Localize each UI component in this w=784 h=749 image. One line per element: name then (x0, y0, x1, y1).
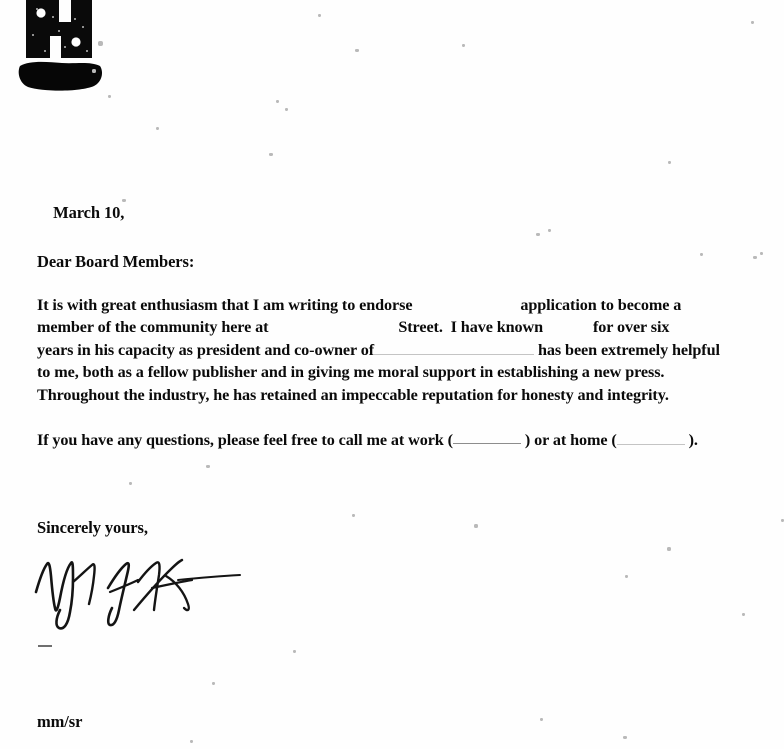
scan-speck (540, 718, 543, 721)
body-line (37, 429, 767, 451)
scan-speck (352, 514, 355, 517)
body-paragraph-2 (37, 429, 767, 451)
body-line (37, 384, 767, 406)
scan-speck (212, 682, 215, 685)
scan-speck (285, 108, 288, 111)
body-text-run: Street. I have known (394, 318, 544, 337)
typist-initials: mm/sr (37, 712, 83, 731)
redaction-gap (453, 443, 521, 444)
body-text-run: Throughout the industry, he has retained an impeccable reputation for honesty and integrity. (37, 385, 669, 404)
scan-speck (355, 49, 359, 52)
scan-speck (206, 465, 210, 468)
salutation: Dear Board Members: (37, 252, 195, 271)
body-text-run: to me, both as a fellow publisher and in giving me moral support in establishing a new press. (37, 363, 665, 382)
body-text-run: ) or at home ( (520, 431, 617, 449)
body-text-run: member of the community here at (37, 318, 269, 337)
scan-speck (623, 736, 627, 739)
scan-speck (760, 252, 763, 255)
body-line (37, 361, 767, 383)
scan-speck (625, 575, 628, 578)
scan-speck (667, 547, 671, 551)
scan-speck (742, 613, 745, 616)
scan-speck (190, 740, 193, 743)
scan-speck (156, 127, 159, 130)
scan-speck (700, 253, 703, 256)
scan-speck (548, 229, 551, 232)
body-text-run: years in his capacity as president and co-owner of (37, 340, 375, 359)
scan-speck (753, 256, 757, 259)
body-text-run: for over six (589, 318, 670, 337)
scan-speck (318, 14, 321, 17)
redacted-letterhead-logo (14, 0, 110, 96)
scan-speck (129, 482, 132, 485)
scan-speck (474, 524, 478, 528)
body-text-run: ). (684, 431, 698, 449)
scan-speck (276, 100, 279, 103)
scan-speck (269, 153, 273, 156)
scan-speck (751, 21, 754, 24)
date-line (37, 183, 124, 263)
scan-speck (668, 161, 671, 164)
date-text: March 10, (53, 203, 125, 222)
handwritten-signature (26, 548, 256, 644)
closing-line: Sincerely yours, (37, 518, 148, 537)
body-line (37, 316, 767, 338)
redaction-gap (617, 444, 685, 445)
body-line (37, 294, 767, 316)
scan-speck (536, 233, 540, 236)
stray-ink-mark (38, 645, 52, 647)
body-line (37, 339, 767, 361)
scan-speck (462, 44, 465, 47)
scan-speck (293, 650, 296, 653)
body-text-run: If you have any questions, please feel free to call me at work ( (37, 431, 453, 449)
body-text-run: application to become a (516, 296, 682, 314)
body-paragraph-1 (37, 294, 767, 406)
redaction-gap (374, 354, 534, 355)
body-text-run: has been extremely helpful (534, 340, 720, 359)
body-text-run: It is with great enthusiasm that I am writing to endorse (37, 296, 413, 314)
